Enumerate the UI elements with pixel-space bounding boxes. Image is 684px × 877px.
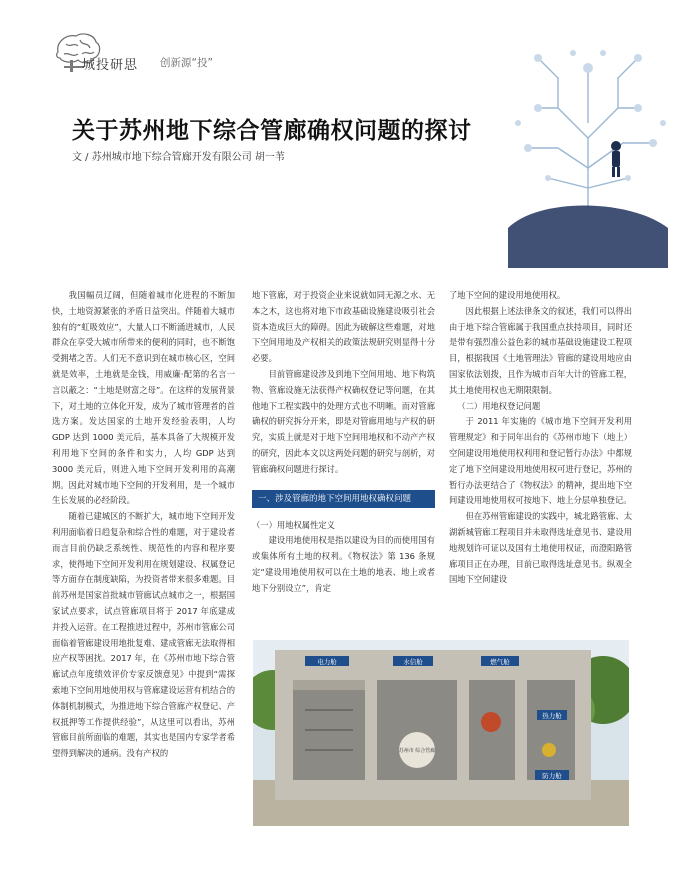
brand-name: 城投研思	[82, 58, 139, 73]
text-column-1	[52, 288, 235, 762]
paragraph: 但在苏州管廊建设的实践中，城北路管廊、太湖新城管廊工程项目并未取得选址意见书、建设用地规划许可证以及国有土地使用权证，而澄阳路管廊项目正在办理，目前已取得选址意见书。纵观全国地下空间建设	[449, 511, 632, 585]
paragraph: 地下管廊，对于投资企业来说就如同无源之水、无本之木，这也将对地下市政基础设施建设吸引社会资本造成巨大的障碍。因此为破解这些难题，对地下空间用地及产权相关的政策法规研究则显得十分必要。	[252, 290, 435, 364]
paragraph: 了地下空间的建设用地使用权。	[449, 290, 566, 300]
paragraph: 随着已建城区的不断扩大，城市地下空间开发利用面临着日趋复杂和综合性的难题，对于建设者而言目前仍缺乏系统性、规范性的内容和程序要求，使得地下空间开发利用在规划建设、权属登记等方面存在制度缺陷，为投资者带来很多难题。目前苏州是国家首批城市管廊试点城市之一，根据国家试点要求，试点管廊项目将于 2017 年底建成并投入运营。在工程推进过程中，苏州市管廊公司面临着管廊建设用地批复难、建成管廊无法取得相应产权等困扰。2017 年，在《苏州市地下综合管廊试点年度绩效评价专家反馈意见》中提到“需探索地下空间用地使用权与管廊建设运营有机结合的体制机制模式，为推进地下综合管廊产权登记、产权抵押等工作提供经验”，从这里可以看出，苏州管廊目前所面临的难题，其实也是国内专家学者希望得到解决的通病。没有产权的	[52, 511, 235, 759]
subheading: （二）用地权登记问题	[457, 400, 541, 411]
photo-label: 苏州市 综合管廊	[398, 748, 436, 754]
text-column-3	[449, 288, 632, 588]
photo-label: 电力舱	[317, 658, 337, 666]
brand-tagline: 创新源“投”	[160, 57, 213, 69]
section-heading: 一、涉及管廊的地下空间用地权确权问题	[252, 490, 435, 508]
paragraph: 建设用地使用权是指以建设为目的而使用国有或集体所有土地的权利。《物权法》第 136 条规定“建设用地使用权可以在土地的地表、地上或者地下分别设立”，肯定	[252, 535, 435, 593]
paragraph: 因此根据上述法律条文的叙述，我们可以得出由于地下综合管廊属于我国重点扶持项目，同时还是带有强烈准公益色彩的城市基础设施建设工程项目，根据我国《土地管理法》管廊的建设用地应由国家依法划拨，且作为城市百年大计的管廊工程，其土地使用权也无期限限制。	[449, 305, 632, 395]
paragraph: 目前管廊建设涉及到地下空间用地、地下构筑物、管廊设施无法获得产权确权登记等问题，在其他地下工程实践中的处理方式也不明晰。而对管廊确权的研究拆分开来，即是对管廊用地与产权的研究，实质上就是对于地下空间用地权和不动产产权的研究，因此本文以这两处问题的研究与剖析，对管廊确权问题进行探讨。	[252, 368, 435, 474]
photo-label: 热力舱	[542, 712, 562, 720]
subheading: （一）用地权属性定义	[252, 519, 335, 530]
paragraph: 我国幅员辽阔，但随着城市化进程的不断加快，土地资源紧张的矛盾日益突出。伴随着大城市独有的“虹吸效应”，大量人口不断涌进城市，人民群众在享受大城市所带来的便利的同时，也不断饱受拥堵之苦。人们无不意识到在城市核心区，空间就是效率，土地就是金钱，用威廉·配第的名言一言以蔽之：“土地是财富之母”。在这样的发展背景下，对土地的立体化开发，成为了城市管理者的首选方案。发达国家的土地开发经验表明，人均 GDP 达到 1000 美元后，基本具备了大规模开发利用地下空间的条件和实力，人均 GDP 达到 3000 美元后，则进入地下空间开发利用的高潮期。因此对城市地下空间的开发利用，是一个城市生长发展的必经阶段。	[52, 290, 235, 506]
circuit-tree-illustration	[478, 28, 678, 268]
paragraph: 于 2011 年实施的《城市地下空间开发利用管理规定》和于同年出台的《苏州市地下（地上）空间建设用地使用权利用和登记暂行办法》中都规定了地下空间建设用地使用权可进行登记，苏州的暂行办法更结合了《物权法》的精神，提出地下空间建设用地使用权可按地下、地上分层单独登记。	[449, 416, 632, 506]
article-title: 关于苏州地下综合管廊确权问题的探讨	[72, 118, 472, 144]
article-author: 文 / 苏州城市地下综合管廊开发有限公司 胡一苇	[72, 152, 285, 163]
photo-label: 水信舱	[403, 658, 423, 666]
photo-label: 防力舱	[542, 772, 562, 780]
text-column-2	[252, 288, 435, 597]
utility-tunnel-photo	[253, 640, 629, 826]
photo-label: 燃气舱	[490, 658, 510, 666]
